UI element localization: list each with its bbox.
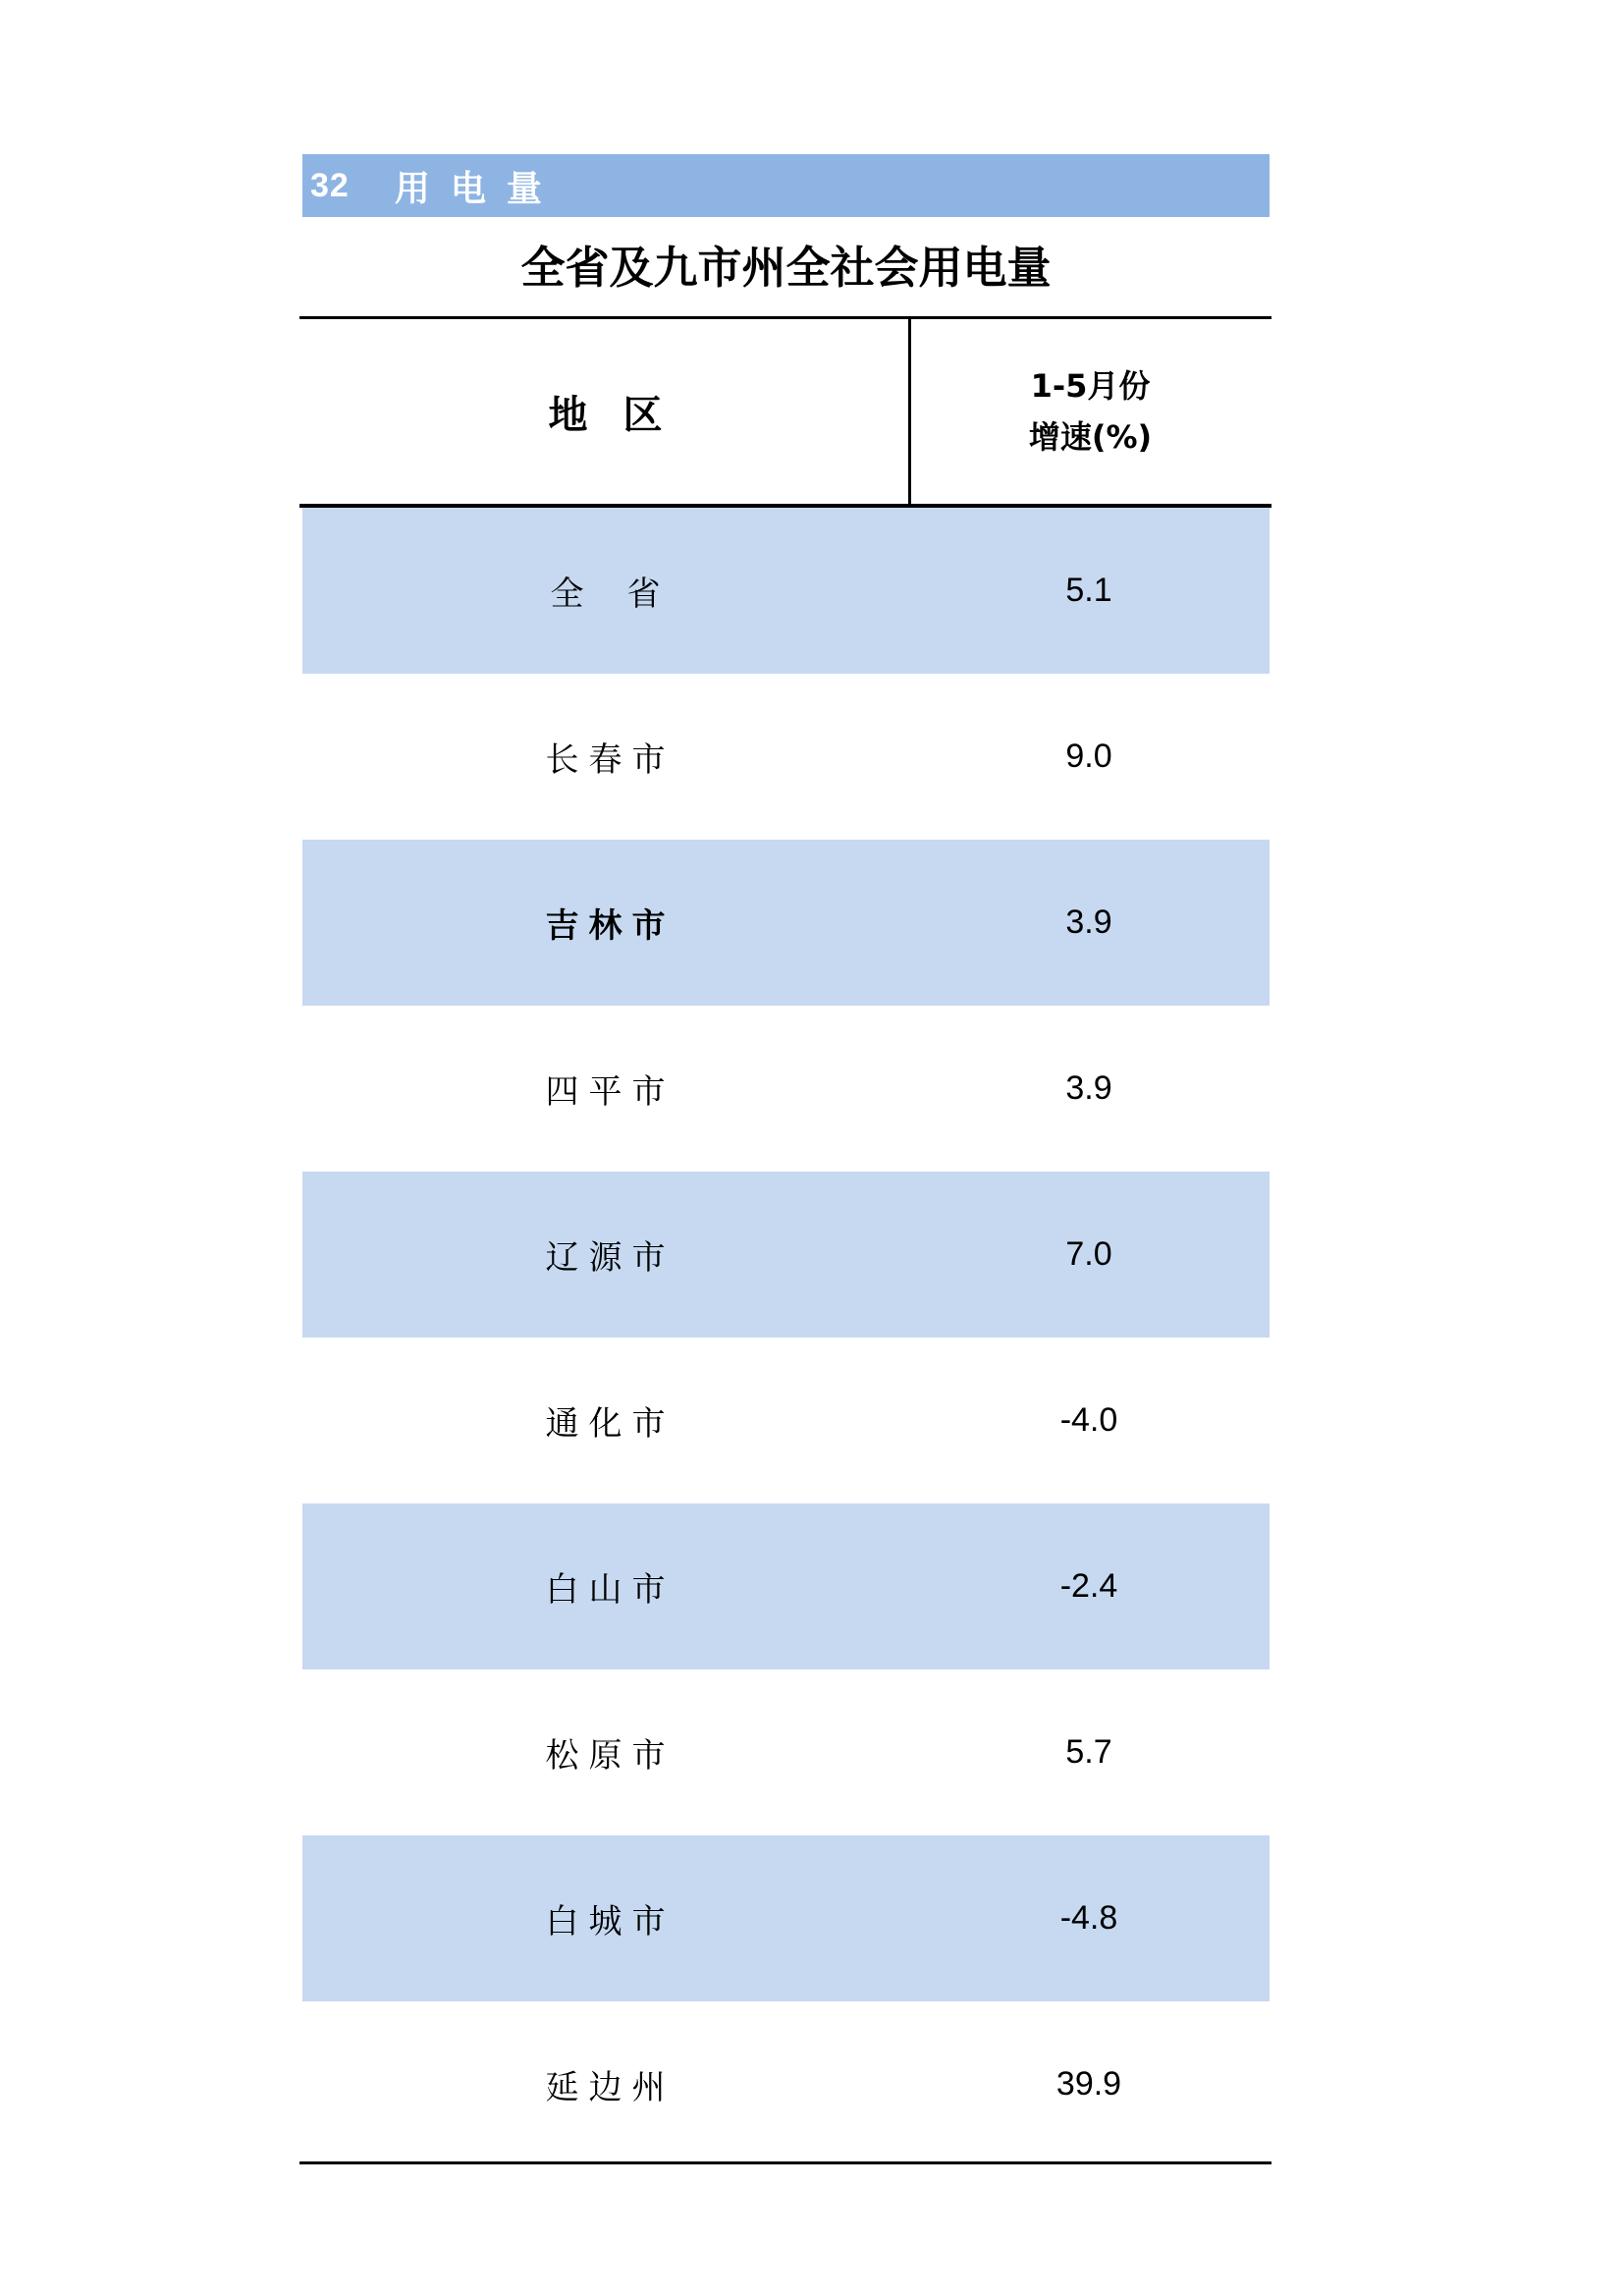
- header-growth-unit: 增速(%): [1028, 418, 1153, 456]
- growth-cell: 7.0: [1065, 1235, 1112, 1273]
- section-header-bar: [302, 154, 1270, 217]
- growth-cell: -4.0: [1059, 1401, 1118, 1439]
- region-cell: 长春市: [545, 740, 676, 780]
- region-cell: 松原市: [545, 1736, 676, 1776]
- section-title: 用电量: [394, 168, 563, 209]
- table-row: [302, 1669, 1270, 1835]
- table-row: [302, 1503, 1270, 1669]
- header-growth: [911, 319, 1270, 504]
- section-number: 32: [310, 166, 350, 204]
- region-cell: 通化市: [545, 1404, 676, 1444]
- table-row: [302, 1006, 1270, 1172]
- growth-cell: 39.9: [1055, 2065, 1122, 2103]
- growth-cell: 3.9: [1065, 903, 1112, 941]
- table-row: [302, 840, 1270, 1006]
- region-cell: 四平市: [545, 1072, 676, 1112]
- table-row: [302, 1172, 1270, 1338]
- growth-cell: 5.1: [1065, 572, 1112, 609]
- table-row: [302, 1338, 1270, 1503]
- table-bottom-rule: [299, 2161, 1271, 2164]
- growth-cell: 5.7: [1065, 1733, 1112, 1771]
- region-cell: 全省: [550, 574, 704, 614]
- growth-cell: 3.9: [1065, 1069, 1112, 1107]
- region-cell: 延边州: [545, 2068, 676, 2107]
- header-region: 地区: [548, 392, 698, 438]
- header-growth-period: 1-5月份: [1030, 367, 1151, 405]
- table-row-province: [302, 508, 1270, 674]
- growth-cell: -4.8: [1059, 1899, 1118, 1937]
- region-cell: 白城市: [545, 1902, 676, 1941]
- table-row: [302, 2001, 1270, 2167]
- region-cell: 吉林市: [545, 906, 676, 946]
- region-cell: 白山市: [545, 1570, 676, 1610]
- table-title: 全省及九市州全社会用电量: [520, 242, 1052, 294]
- growth-cell: -2.4: [1059, 1567, 1118, 1605]
- growth-cell: 9.0: [1065, 738, 1112, 775]
- table-body: [302, 508, 1270, 2167]
- table-row: [302, 674, 1270, 840]
- region-cell: 辽源市: [545, 1238, 676, 1278]
- table-row: [302, 1835, 1270, 2001]
